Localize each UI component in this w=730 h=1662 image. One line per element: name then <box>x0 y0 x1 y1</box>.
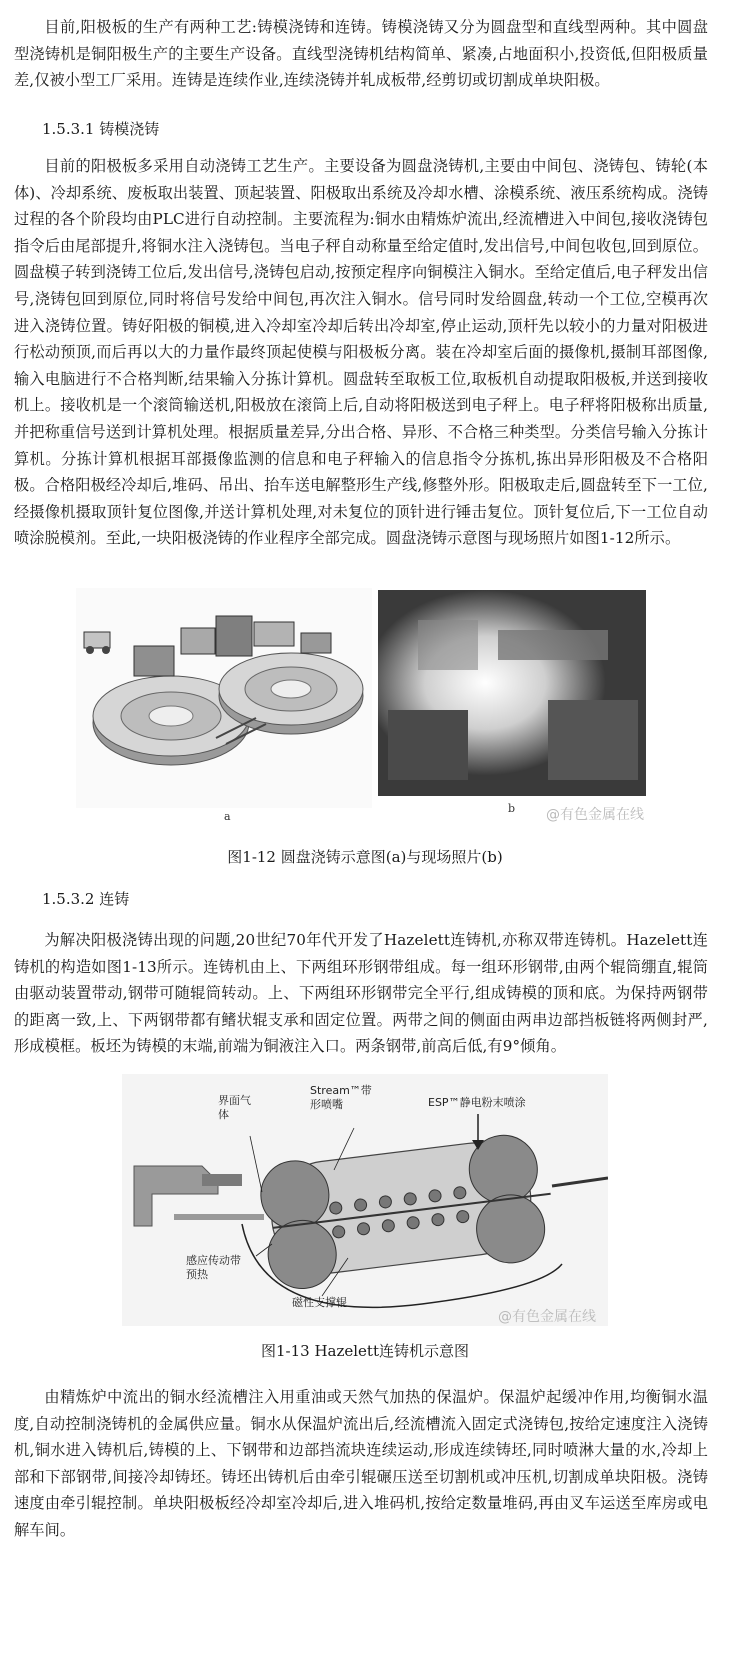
caption-figure-1-13: 图1-13 Hazelett连铸机示意图 <box>260 1342 469 1360</box>
caption-figure-1-12: 图1-12 圆盘浇铸示意图(a)与现场照片(b) <box>227 848 503 866</box>
paragraph-disc-casting: 目前的阳极板多采用自动浇铸工艺生产。主要设备为圆盘浇铸机,主要由中间包、浇铸包、铸轮(本体)、冷却系统、废板取出装置、顶起装置、阳极取出系统及冷却水槽、涂模系统、液压系统构成。浇铸过程的各个阶段均由PLC进行自动控制。主要流程为:铜水由精炼炉流出,经流槽进入中间包,接收浇铸包指令后由尾部提升,将铜水注入浇铸包。当电子秤自动称量至给定值时,发出信号,中间包收包,回到原位。圆盘模子转到浇铸工位后,发出信号,浇铸包启动,按预定程序向铜模注入铜水。至给定值后,电子秤发出信号,浇铸包回到原位,同时将信号发给中间包,再次注入铜水。信号同时发给圆盘,转动一个工位,空模再次进入浇铸位置。铸好阳极的铜模,进入冷却室冷却后转出冷却室,停止运动,顶杆先以较小的力量对阳极进行松动预顶,而后再以大的力量作最终顶起使模与阳极板分离。装在冷却室后面的摄像机,摄制耳部图像,输入电脑进行不合格判断,结果输入分拣计算机。圆盘转至取板工位,取板机自动提取阳极板,并送到接收机上。接收机是一个滚筒输送机,阳极放在滚筒上后,自动将阳极送到电子秤上。电子秤将阳极称出质量,并把称重信号送到计算机处理。根据质量差异,分出合格、异形、不合格三种类型。分类信号输入分拣计算机。分拣计算机根据耳部摄像监测的信息和电子秤输入的信息指令分拣机,拣出异形阳极及不合格阳极。合格阳极经冷却后,堆码、吊出、抬车送电解整形生产线,修整外形。阳极取走后,圆盘转至下一工位,经摄像机摄取顶针复位图像,并送计算机处理,对未复位的顶针进行锤击复位。顶针复位后,下一工位自动喷涂脱模剂。至此,一块阳极浇铸的作业程序全部完成。圆盘浇铸示意图与现场照片如图1-12所示。 <box>14 157 708 548</box>
disc-casting-schematic <box>76 588 372 808</box>
section-heading-mold-casting: 1.5.3.1 铸模浇铸 <box>42 120 160 138</box>
paragraph-hazelett-process: 由精炼炉中流出的铜水经流槽注入用重油或天然气加热的保温炉。保温炉起缓冲作用,均衡铜水温度,自动控制浇铸机的金属供应量。铜水从保温炉流出后,经流槽流入固定式浇铸包,按给定速度注入浇铸机,铜水进入铸机后,铸模的上、下钢带和边部挡流块连续运动,形成连续铸坯,同时喷淋大量的水,冷却上部和下部钢带,间接冷却铸坯。铸坯出铸机后由牵引辊碾压送至切割机或冲压机,切割成单块阳极。浇铸速度由牵引辊控制。单块阳极板经冷却室冷却后,进入堆码机,按给定数量堆码,再由叉车运送至库房或电解车间。 <box>14 1388 708 1539</box>
label-stream-nozzle: Stream™带形喷嘴 <box>310 1084 372 1111</box>
figure-label-b: b <box>508 802 516 815</box>
label-interface-gas: 界面气体 <box>218 1094 251 1121</box>
section-heading-continuous-casting: 1.5.3.2 连铸 <box>42 890 130 908</box>
paragraph-intro: 目前,阳极板的生产有两种工艺:铸模浇铸和连铸。铸模浇铸又分为圆盘型和直线型两种。其中圆盘型浇铸机是铜阳极生产的主要生产设备。直线型浇铸机结构简单、紧凑,占地面积小,投资低,但阳极质量差,仅被小型工厂采用。连铸是连续作业,连续浇铸并轧成板带,经剪切或切割成单块阳极。 <box>14 18 708 90</box>
watermark-figure-1-12: @有色金属在线 <box>546 807 644 823</box>
label-esp-coating: ESP™静电粉末喷涂 <box>428 1096 526 1109</box>
label-induction-preheat: 感应传动带预热 <box>186 1254 241 1281</box>
paragraph-hazelett-intro: 为解决阳极浇铸出现的问题,20世纪70年代开发了Hazelett连铸机,亦称双带连铸机。Hazelett连铸机的构造如图1-13所示。连铸机由上、下两组环形钢带组成。每一组环形钢带,由两个辊筒绷直,辊筒由驱动装置带动,钢带可随辊筒转动。上、下两组环形钢带完全平行,组成铸模的顶和底。为保持两钢带的距离一致,上、下两钢带都有鳍状辊支承和固定位置。两带之间的侧面由两串边部挡板链将两侧封严,形成模框。板坯为铸模的末端,前端为铜液注入口。两条钢带,前高后低,有9°倾角。 <box>14 931 708 1056</box>
watermark-figure-1-13: @有色金属在线 <box>498 1309 596 1325</box>
disc-casting-photo <box>378 590 646 796</box>
figure-1-13 <box>122 1074 608 1326</box>
figure-label-a: a <box>224 810 231 823</box>
figure-1-12 <box>76 588 658 828</box>
label-magnetic-rollers: 磁性支撑辊 <box>292 1296 347 1309</box>
